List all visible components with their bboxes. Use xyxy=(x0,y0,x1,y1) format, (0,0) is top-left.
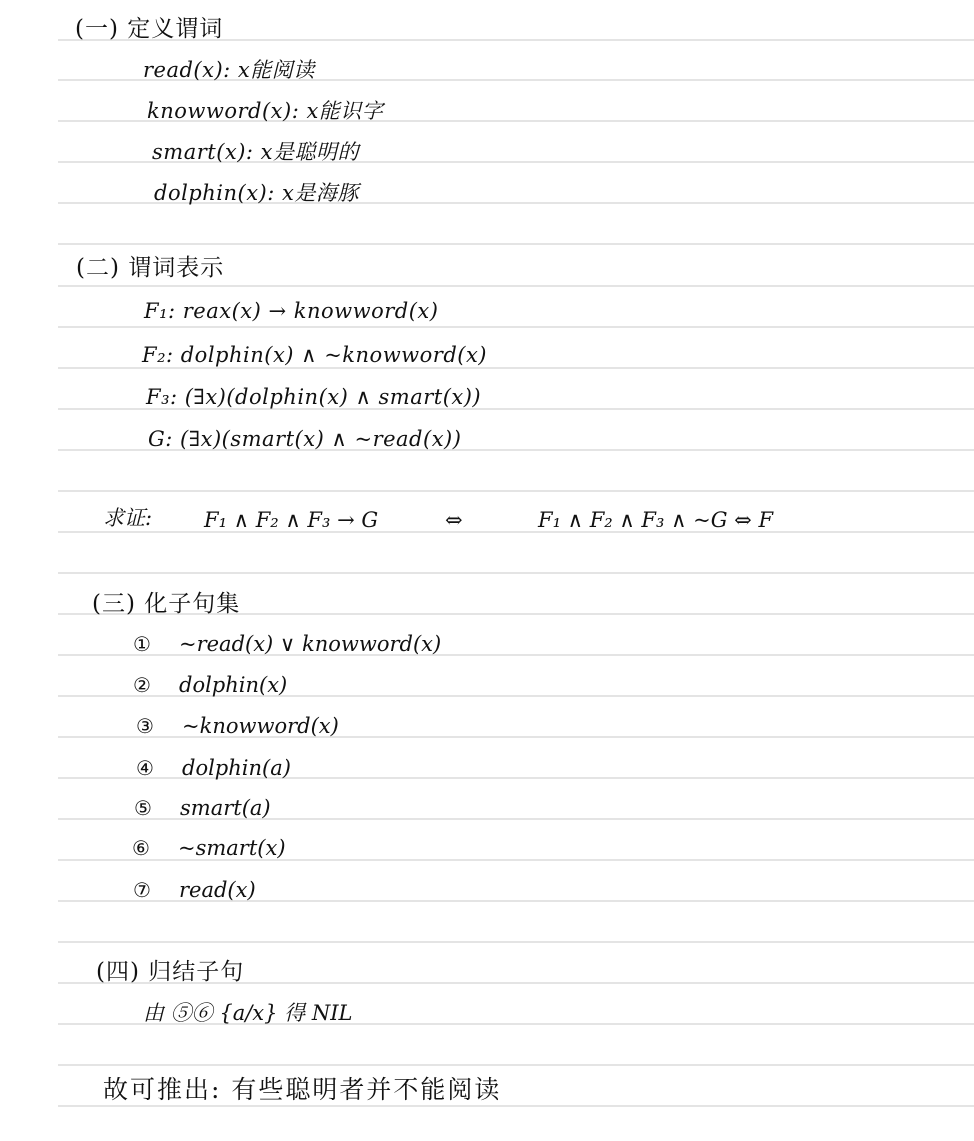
formula-f1: F₁: reax(x) → knowword(x) xyxy=(144,299,439,323)
clause-text: smart(a) xyxy=(180,796,271,820)
definition-read: read(x): x能阅读 xyxy=(143,58,315,82)
equivalence-symbol: ⇔ xyxy=(445,508,463,532)
clause-number: ② xyxy=(133,673,151,697)
formula-f2: F₂: dolphin(x) ∧ ~knowword(x) xyxy=(142,343,487,367)
clause-text: dolphin(x) xyxy=(179,673,288,697)
definition-smart: smart(x): x是聪明的 xyxy=(152,140,360,164)
clause-1 xyxy=(133,634,441,655)
clause-4 xyxy=(136,758,291,779)
section-4-heading: (四) 归结子句 xyxy=(96,959,245,985)
clause-6 xyxy=(132,838,286,859)
section-1-heading: (一) 定义谓词 xyxy=(75,16,224,42)
clause-text: ~smart(x) xyxy=(178,836,286,860)
clause-text: ~read(x) ∨ knowword(x) xyxy=(179,632,442,656)
clause-7 xyxy=(133,880,256,901)
clause-2 xyxy=(133,675,287,696)
clause-3 xyxy=(136,716,339,737)
formula-f3: F₃: (∃x)(dolphin(x) ∧ smart(x)) xyxy=(146,385,482,409)
proof-label: 求证: xyxy=(103,506,153,530)
clause-number: ① xyxy=(133,632,151,656)
clause-number: ⑤ xyxy=(134,796,152,820)
clause-number: ④ xyxy=(136,756,154,780)
clause-5 xyxy=(134,798,271,819)
clause-number: ③ xyxy=(136,714,154,738)
formula-g: G: (∃x)(smart(x) ∧ ~read(x)) xyxy=(148,427,462,451)
conclusion: 故可推出: 有些聪明者并不能阅读 xyxy=(103,1075,502,1104)
proof-statement: F₁ ∧ F₂ ∧ F₃ → G xyxy=(204,508,379,532)
resolution-line: 由 ⑤⑥ {a/x} 得 NIL xyxy=(143,1001,353,1025)
clause-text: read(x) xyxy=(179,878,256,902)
proof-statement-2: F₁ ∧ F₂ ∧ F₃ ∧ ~G ⇔ F xyxy=(538,508,774,532)
section-3-heading: (三) 化子句集 xyxy=(92,591,241,617)
clause-number: ⑦ xyxy=(133,878,151,902)
clause-text: ~knowword(x) xyxy=(182,714,339,738)
definition-knowword: knowword(x): x能识字 xyxy=(147,99,384,123)
section-2-heading: (二) 谓词表示 xyxy=(76,255,225,281)
clause-text: dolphin(a) xyxy=(182,756,291,780)
clause-number: ⑥ xyxy=(132,836,150,860)
definition-dolphin: dolphin(x): x是海豚 xyxy=(154,181,359,205)
